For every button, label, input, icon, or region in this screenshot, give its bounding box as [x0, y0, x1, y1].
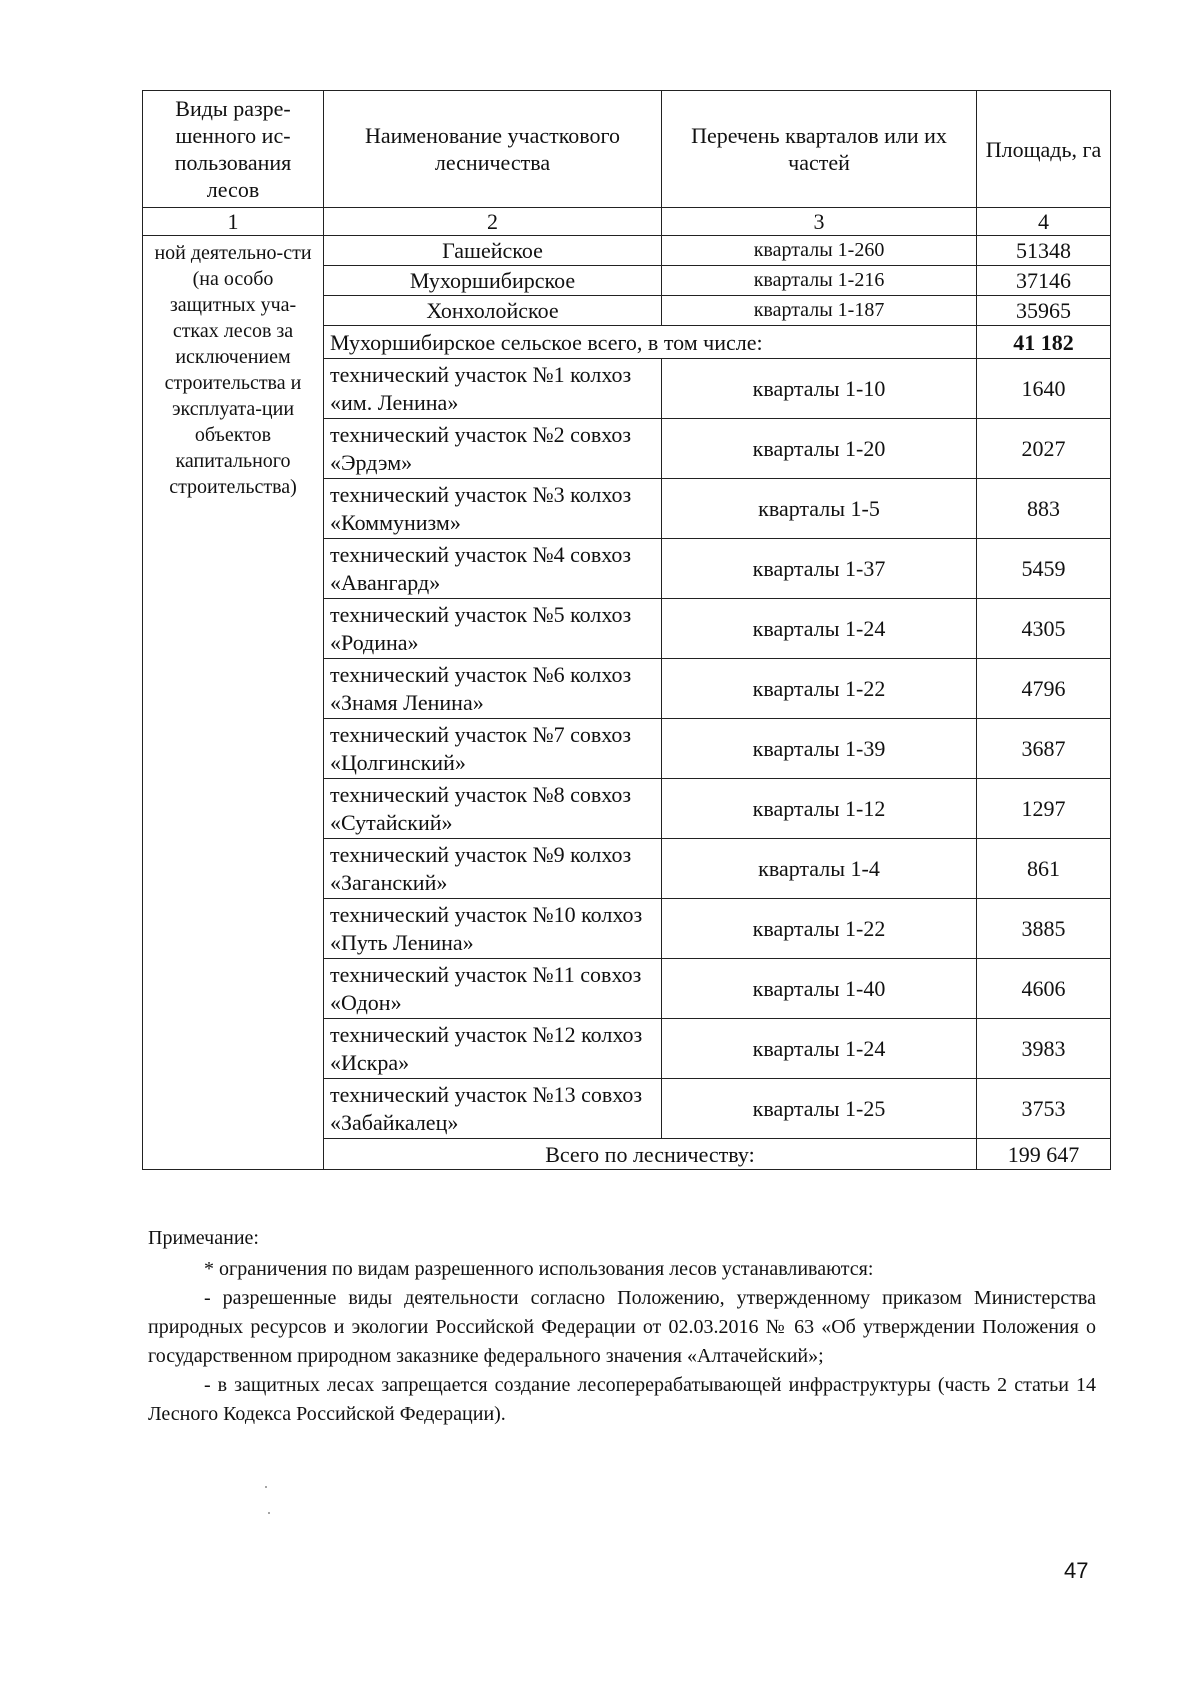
area-cell: 5459: [977, 539, 1111, 599]
column-number: 3: [662, 208, 977, 236]
quarters-cell: кварталы 1-22: [662, 899, 977, 959]
area-cell: 2027: [977, 419, 1111, 479]
column-number-row: [143, 208, 1111, 236]
note-line: - разрешенные виды деятельности согласно Положению, утвержденному приказом Министерства природных ресурсов и экологии Российской Федерации от 02.03.2016 № 63 «Об утверждении Положения о государственном природном заказнике федерального значения «Алтачейский»;: [148, 1287, 1096, 1367]
quarters-cell: кварталы 1-22: [662, 659, 977, 719]
forest-use-table: [142, 90, 1111, 1170]
total-label: Всего по лесничеству:: [324, 1139, 977, 1170]
quarters-cell: кварталы 1-25: [662, 1079, 977, 1139]
technical-plot-name: технический участок №10 колхоз «Путь Ленина»: [324, 899, 662, 959]
header-quarters: Перечень кварталов или их частей: [662, 91, 977, 208]
quarters-cell: кварталы 1-24: [662, 1019, 977, 1079]
area-cell: 1640: [977, 359, 1111, 419]
page-number: 47: [1064, 1558, 1089, 1583]
area-cell: 861: [977, 839, 1111, 899]
technical-plot-name: технический участок №1 колхоз «им. Ленина»: [324, 359, 662, 419]
header-row: [143, 91, 1111, 208]
area-cell: 1297: [977, 779, 1111, 839]
area-cell: 4796: [977, 659, 1111, 719]
quarters-cell: кварталы 1-5: [662, 479, 977, 539]
header-use-type: Виды разре-шенного ис-пользования лесов: [143, 91, 324, 208]
header-area: Площадь, га: [977, 91, 1111, 208]
area-cell: 51348: [977, 236, 1111, 266]
area-cell: 4606: [977, 959, 1111, 1019]
technical-plot-name: технический участок №7 совхоз «Цолгинский»: [324, 719, 662, 779]
subtotal-label: Мухоршибирское сельское всего, в том числе:: [324, 326, 977, 359]
note-line: - в защитных лесах запрещается создание лесоперерабатывающей инфраструктуры (часть 2 статьи 14 Лесного Кодекса Российской Федерации).: [148, 1374, 1096, 1425]
quarters-cell: кварталы 1-20: [662, 419, 977, 479]
column-number: 4: [977, 208, 1111, 236]
quarters-cell: кварталы 1-10: [662, 359, 977, 419]
quarters-cell: кварталы 1-216: [662, 266, 977, 296]
technical-plot-name: технический участок №4 совхоз «Авангард»: [324, 539, 662, 599]
area-cell: 3983: [977, 1019, 1111, 1079]
note-line: * ограничения по видам разрешенного использования лесов устанавливаются:: [204, 1258, 874, 1280]
column-number: 2: [324, 208, 662, 236]
quarters-cell: кварталы 1-187: [662, 296, 977, 326]
technical-plot-name: технический участок №11 совхоз «Одон»: [324, 959, 662, 1019]
technical-plot-name: технический участок №12 колхоз «Искра»: [324, 1019, 662, 1079]
area-cell: 3885: [977, 899, 1111, 959]
technical-plot-name: технический участок №2 совхоз «Эрдэм»: [324, 419, 662, 479]
notes-title: Примечание:: [148, 1227, 259, 1249]
quarters-cell: кварталы 1-39: [662, 719, 977, 779]
column-number: 1: [143, 208, 324, 236]
quarters-cell: кварталы 1-40: [662, 959, 977, 1019]
forestry-name: Гашейское: [324, 236, 662, 266]
notes-section: [148, 1224, 1096, 1429]
area-cell: 35965: [977, 296, 1111, 326]
quarters-cell: кварталы 1-4: [662, 839, 977, 899]
technical-plot-name: технический участок №13 совхоз «Забайкалец»: [324, 1079, 662, 1139]
subtotal-area: 41 182: [977, 326, 1111, 359]
area-cell: 883: [977, 479, 1111, 539]
technical-plot-name: технический участок №9 колхоз «Заганский»: [324, 839, 662, 899]
forestry-name: Мухоршибирское: [324, 266, 662, 296]
quarters-cell: кварталы 1-24: [662, 599, 977, 659]
area-cell: 3753: [977, 1079, 1111, 1139]
area-cell: 3687: [977, 719, 1111, 779]
header-forestry-name: Наименование участкового лесничества: [324, 91, 662, 208]
technical-plot-name: технический участок №5 колхоз «Родина»: [324, 599, 662, 659]
quarters-cell: кварталы 1-37: [662, 539, 977, 599]
use-type-category: ной деятельно-сти (на особо защитных уча-стках лесов за исключением строительства и эксплуата-ции объектов капитального строительства): [143, 236, 324, 1170]
technical-plot-name: технический участок №3 колхоз «Коммунизм»: [324, 479, 662, 539]
total-area: 199 647: [977, 1139, 1111, 1170]
area-cell: 4305: [977, 599, 1111, 659]
quarters-cell: кварталы 1-260: [662, 236, 977, 266]
table-row: [143, 236, 1111, 266]
technical-plot-name: технический участок №8 совхоз «Сутайский»: [324, 779, 662, 839]
technical-plot-name: технический участок №6 колхоз «Знамя Ленина»: [324, 659, 662, 719]
area-cell: 37146: [977, 266, 1111, 296]
forestry-name: Хонхолойское: [324, 296, 662, 326]
quarters-cell: кварталы 1-12: [662, 779, 977, 839]
